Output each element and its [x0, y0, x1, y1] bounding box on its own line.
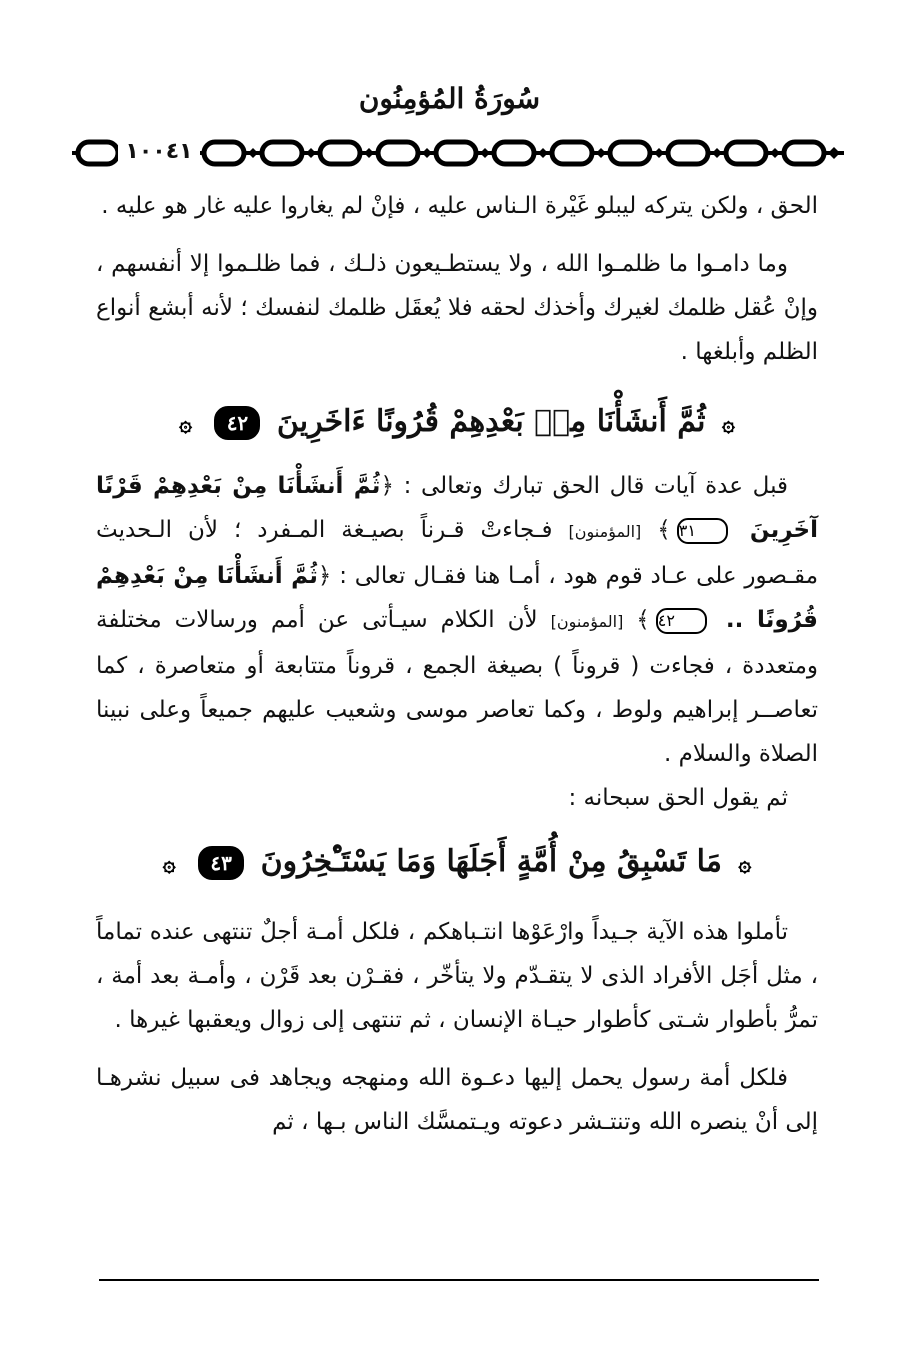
paragraph-6: فلكل أمة رسول يحمل إليها دعـوة الله ومنهجه ويجاهد فى سبيل نشرهـا إلى أنْ ينصره الله وتنتـشر دعوته ويـتمسَّك الناس بـها ، ثم — [96, 1065, 818, 1135]
verse-ref-number: ٤٢ — [656, 608, 707, 634]
page-number: ١٠٠٤١ — [118, 138, 200, 166]
verse-ref-number: ٣١ — [677, 518, 728, 544]
verse-ornament-icon: ۞ — [162, 851, 176, 877]
footer-divider — [99, 1279, 819, 1281]
paragraph-1: الحق ، ولكن يتركه ليبلو غَيْرة الـناس عليه ، فإنْ لم يغاروا عليه غار هو عليه . — [101, 193, 818, 219]
quote-close-bracket: ﴾ — [636, 607, 650, 633]
paragraph-3 — [96, 464, 818, 776]
verse-text: مَا تَسْبِقُ مِنْ أُمَّةٍ أَجَلَهَا وَمَا يَسْتَـْٔخِرُونَ — [260, 844, 722, 879]
page-content — [96, 184, 818, 1144]
verse-number-badge: ٤٣ — [198, 846, 244, 880]
quran-quote-1: ثُمَّ أَنشَأْنَا مِنْ بَعْدِهِمْ قَرْنًا آخَرِينَ — [96, 473, 819, 543]
quran-verse-1 — [96, 394, 818, 450]
paragraph-4: ثم يقول الحق سبحانه : — [568, 785, 788, 811]
surah-reference: [المؤمنون] — [550, 612, 624, 631]
surah-title: سُورَةُ المُؤمِنُون — [358, 82, 541, 115]
paragraph-3-end: لأن الكلام سيـأتى عن أمم ورسالات مختلفة ومتعددة ، فجاءت ( قروناً ) بصيغة الجمع ، قروناً متتابعة أو متعاصرة ، كما تعاصــر إبراهيم ولوط ، وكما تعاصر موسى وشعيب عليهم جميعاً وعلى نبينا الصلاة والسلام . — [96, 607, 818, 767]
verse-number-badge: ٤٢ — [214, 406, 260, 440]
paragraph-3-mid: فـجاءتْ قـرناً بصيـغة المـفرد ؛ لأن الـحديث مقـصور على عـاد قوم هود ، أمـا هنا فقـال تعالى : — [96, 517, 819, 589]
quote-open-bracket: ﴿ — [317, 563, 332, 589]
quote-close-bracket: ﴾ — [657, 517, 671, 543]
verse-ornament-icon: ۞ — [722, 411, 735, 437]
paragraph-3-intro: قبل عدة آيات قال الحق تبارك وتعالى : — [403, 473, 789, 499]
verse-ornament-icon: ۞ — [738, 851, 752, 877]
quote-open-bracket: ﴿ — [380, 473, 394, 499]
paragraph-2: وما دامـوا ما ظلمـوا الله ، ولا يستطـيعون ذلـك ، فما ظلـموا إلا أنفسهم ، وإنْ عُقل ظلمك لغيرك وأخذك لحقه فلا يُعقَل ظلمك لنفسك ؛ لأنه أبشع أنواع الظلم وأبلغها . — [96, 251, 818, 365]
surah-reference: [المؤمنون] — [568, 522, 642, 541]
verse-ornament-icon: ۞ — [179, 411, 192, 437]
verse-text: ثُمَّ أَنشَأْنَا مِنۢ بَعْدِهِمْ قُرُونًا ءَاخَرِينَ — [276, 404, 706, 439]
paragraph-5: تأملوا هذه الآية جـيداً وارْعَوْها انتـباهكم ، فلكل أمـة أجلٌ تنتهى عنده تماماً ، مثل أجَل الأفراد الذى لا يتقـدّم ولا يتأخّر ، فقـرْن بعد قَرْن ، وأمـة بعد أمة ، تمرُّ بأطوار شـتى كأطوار حيـاة الإنسان ، ثم تنتهى إلى زوال ويعقبها غيرها . — [96, 919, 818, 1033]
quran-quote-2: ثُمَّ أَنشَأْنَا مِنْ بَعْدِهِمْ قُرُونًا .. — [96, 563, 818, 633]
quran-verse-2 — [96, 834, 818, 890]
